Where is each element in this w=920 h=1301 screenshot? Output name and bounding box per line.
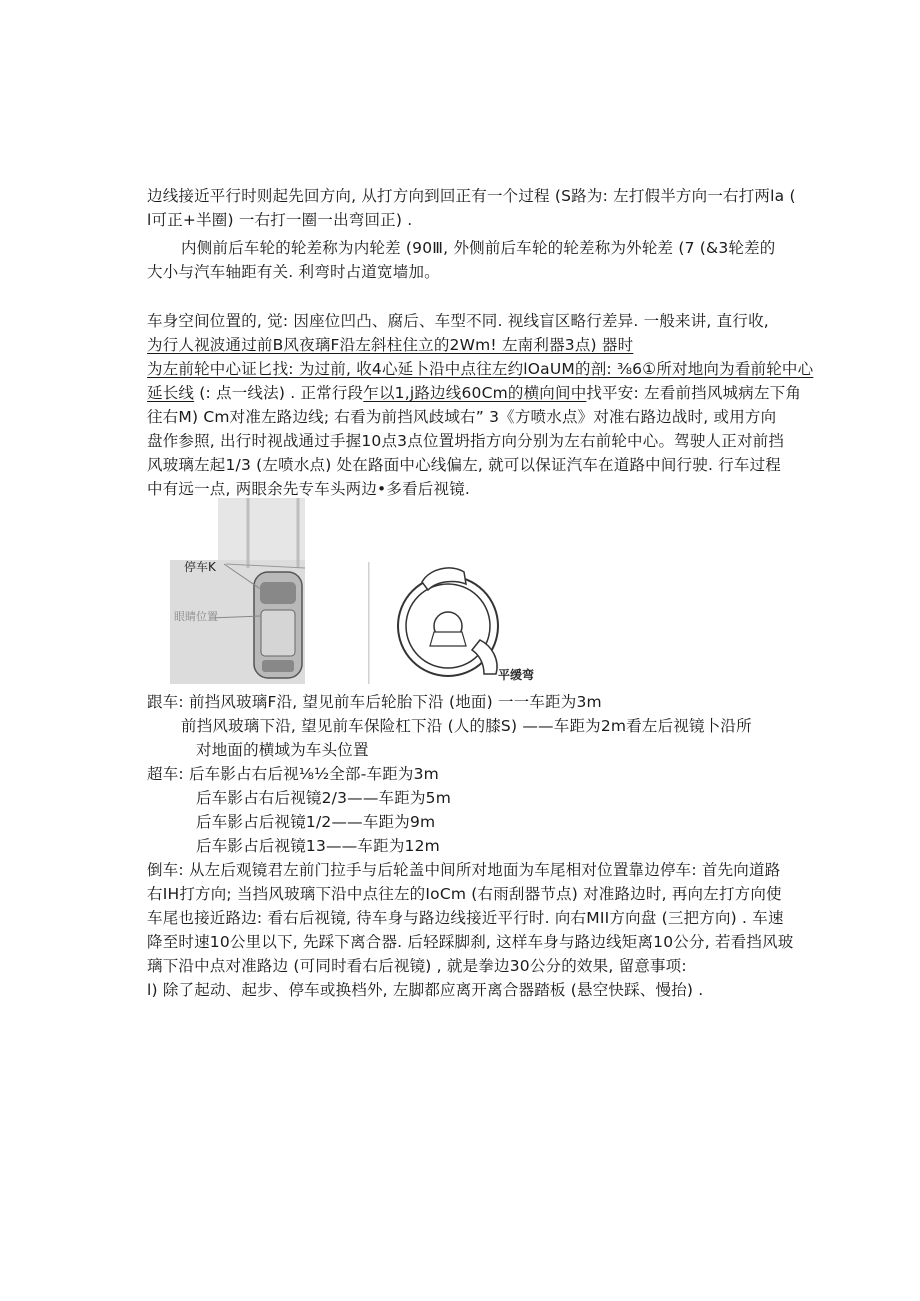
following-line: 对地面的横域为车头位置 xyxy=(196,741,369,759)
overtaking-line: 超车: 后车影占右后视⅛½全部-车距为3m xyxy=(147,765,439,783)
following-line: 跟车: 前挡风玻璃F沿, 望见前车后轮胎下沿 (地面) 一一车距为3m xyxy=(147,693,602,711)
paragraph-line: 内侧前后车轮的轮差称为内轮差 (90Ⅲ, 外侧前后车轮的轮差称为外轮差 (7 (&3轮差的 xyxy=(181,239,776,257)
reversing-line: 右IH打方向; 当挡风玻璃下沿中点往左的IoCm (右雨刮器节点) 对准路边时, 再向左打方向使 xyxy=(147,885,782,903)
paragraph-line: 为左前轮中心证匕找: 为过前, 收4心延卜沿中点往左约lOaUM的剖: ⅜6①所对地向为看前轮中心 xyxy=(147,360,814,378)
paragraph-line: 大小与汽车轴距有关. 利弯时占道宽墙加。 xyxy=(147,263,440,281)
overtaking-line: 后车影占后视镜13——车距为12m xyxy=(196,837,440,855)
overtaking-line: 后车影占右后视镜2/3——车距为5m xyxy=(196,789,452,807)
reversing-line: 车尾也接近路边: 看右后视镜, 待车身与路边线接近平行时. 向右MII方向盘 (三把方向) . 车速 xyxy=(147,909,784,927)
steering-wheel-figure xyxy=(368,562,535,684)
reversing-line: 降至时速10公里以下, 先踩下离合器. 后轻踩脚刹, 这样车身与路边线矩离10公分, 若看挡风玻 xyxy=(147,933,794,951)
reversing-line: 倒车: 从左后观镜君左前门拉手与后轮盖中间所对地面为车尾相对位置靠边停车: 首先向道路 xyxy=(147,861,781,879)
car-top-view-illustration xyxy=(170,498,305,684)
paragraph-line: 边线接近平行时则起先回方向, 从打方向到回正有一个过程 (S路为: 左打假半方向一右打两la ( xyxy=(147,187,796,205)
text-segment: 找平安: 左看前挡风城病左下角 xyxy=(586,384,802,402)
paragraph-line: 往右M) Cm对准左路边线; 右看为前挡风歧域右” 3《方喷水点》对准右路边战时, 或用方向 xyxy=(147,408,777,426)
following-line: 前挡风玻璃下沿, 望见前车保险杠下沿 (人的膝S) ——车距为2m看左后视镜卜沿所 xyxy=(181,717,752,735)
paragraph-line: 盘作参照, 出行时视战通过手握10点3点位置坍指方向分别为左右前轮中心。驾驶人正对前挡 xyxy=(147,432,785,450)
paragraph-line: 风玻璃左起1/3 (左喷水点) 处在路面中心线偏左, 就可以保证汽车在道路中间行驶. 行车过程 xyxy=(147,456,782,474)
text-segment: (: 点一线法) . 正常行段 xyxy=(194,384,364,402)
overtaking-line: 后车影占后视镜1/2——车距为9m xyxy=(196,813,436,831)
wheel-caption: 平缓弯 xyxy=(498,668,535,682)
paragraph-line: 中有远一点, 两眼余先专车头两边•多看后视镜. xyxy=(147,480,471,498)
underlined-text: 延长线 xyxy=(147,384,195,402)
paragraph-line: l可正+半圈) 一右打一圈一出弯回正) . xyxy=(147,211,413,229)
paragraph-line: 为行人视波通过前B风夜璃F沿左斜柱住立的2Wm! 左南利器3点) 器时 xyxy=(147,336,634,354)
parking-label: 停车K xyxy=(184,560,216,574)
eye-position-label: 眼睛位置 xyxy=(174,610,218,623)
paragraph-line xyxy=(147,381,801,405)
reversing-line: 璃下沿中点对准路边 (可同时看右后视镜) , 就是拳边30公分的效果, 留意事项: xyxy=(147,957,687,975)
underlined-text: 乍以1,j路边线60Cm的横向间中 xyxy=(363,384,587,402)
reversing-line: l) 除了起动、起步、停车或换档外, 左脚都应离开离合器踏板 (悬空快踩、慢抬) . xyxy=(147,981,704,999)
paragraph-line: 车身空间位置的, 觉: 因座位凹凸、腐后、车型不同. 视线盲区略行差异. 一般来讲, 直行收, xyxy=(147,312,769,330)
car-top-view-figure xyxy=(170,498,305,684)
